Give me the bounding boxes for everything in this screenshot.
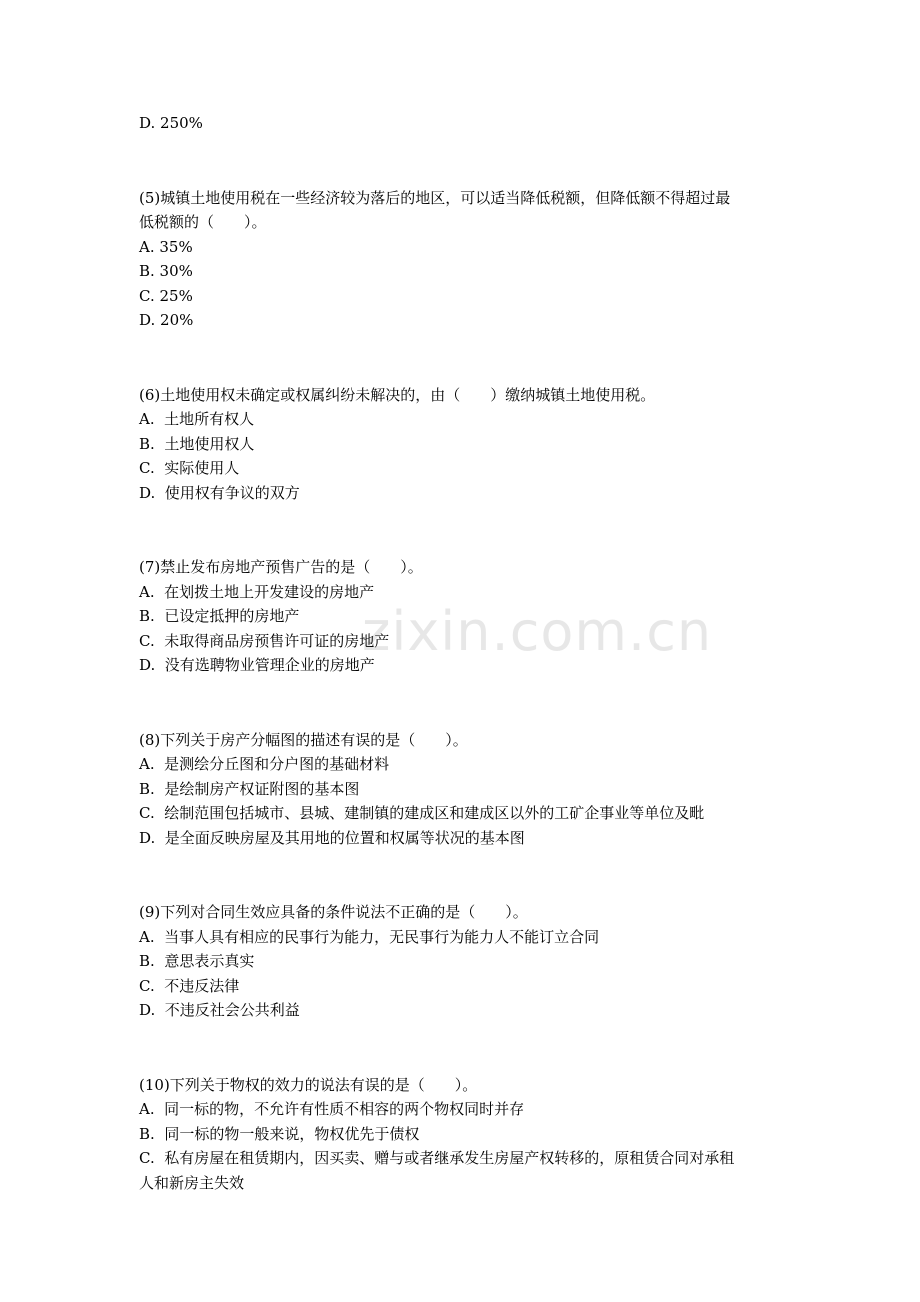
question-9 — [139, 900, 789, 1023]
document-page — [139, 111, 789, 1195]
option-c: C. 不违反法律 — [139, 976, 240, 995]
question-5 — [139, 186, 789, 333]
option-d: D. 20% — [139, 311, 194, 329]
question-stem: (8)下列关于房产分幅图的描述有误的是（ ）。 — [139, 730, 468, 749]
question-stem: (9)下列对合同生效应具备的条件说法不正确的是（ ）。 — [139, 903, 528, 921]
option-a: A. 是测绘分丘图和分户图的基础材料 — [139, 755, 390, 773]
option-b: B. 土地使用权人 — [139, 434, 255, 453]
option-d: D. 使用权有争议的双方 — [139, 483, 300, 502]
question-stem: (7)禁止发布房地产预售广告的是（ ）。 — [139, 558, 423, 576]
option-c: C. 实际使用人 — [139, 459, 240, 477]
watermark: zixin.com.cn — [362, 600, 713, 663]
option-b: B. 已设定抵押的房地产 — [139, 607, 300, 625]
question-6 — [139, 383, 789, 506]
option-a: A. 35% — [139, 237, 193, 256]
question-7 — [139, 555, 789, 678]
question-10 — [139, 1073, 789, 1196]
option-c: C. 私有房屋在租赁期内，因买卖、赠与或者继承发生房屋产权转移的，原租赁合同对承租 — [139, 1149, 735, 1167]
option-a: A. 土地所有权人 — [139, 410, 255, 428]
option-a: A. 同一标的物，不允许有性质不相容的两个物权同时并存 — [139, 1100, 525, 1118]
option-a: A. 当事人具有相应的民事行为能力，无民事行为能力人不能订立合同 — [139, 927, 600, 946]
option-a: A. 在划拨土地上开发建设的房地产 — [139, 582, 375, 601]
prev-question-option-d: D. 250% — [139, 114, 203, 132]
option-c: C. 绘制范围包括城市、县城、建制镇的建成区和建成区以外的工矿企事业等单位及毗 — [139, 804, 705, 822]
option-d: D. 是全面反映房屋及其用地的位置和权属等状况的基本图 — [139, 828, 525, 847]
option-d: D. 没有选聘物业管理企业的房地产 — [139, 656, 375, 674]
option-c: C. 未取得商品房预售许可证的房地产 — [139, 631, 390, 650]
option-b: B. 同一标的物一般来说，物权优先于债权 — [139, 1124, 420, 1143]
question-8 — [139, 728, 789, 851]
option-b: B. 意思表示真实 — [139, 952, 255, 970]
question-stem-continued: 低税额的（ ）。 — [139, 213, 267, 231]
question-stem: (5)城镇土地使用税在一些经济较为落后的地区，可以适当降低税额，但降低额不得超过最 — [139, 188, 731, 207]
option-b: B. 30% — [139, 262, 193, 280]
option-c-continued: 人和新房主失效 — [139, 1173, 245, 1192]
question-stem: (6)土地使用权未确定或权属纠纷未解决的，由（ ）缴纳城镇土地使用税。 — [139, 385, 656, 404]
option-c: C. 25% — [139, 286, 193, 305]
option-b: B. 是绘制房产权证附图的基本图 — [139, 779, 360, 798]
question-stem: (10)下列关于物权的效力的说法有误的是（ ）。 — [139, 1075, 478, 1094]
option-d: D. 不违反社会公共利益 — [139, 1001, 300, 1019]
